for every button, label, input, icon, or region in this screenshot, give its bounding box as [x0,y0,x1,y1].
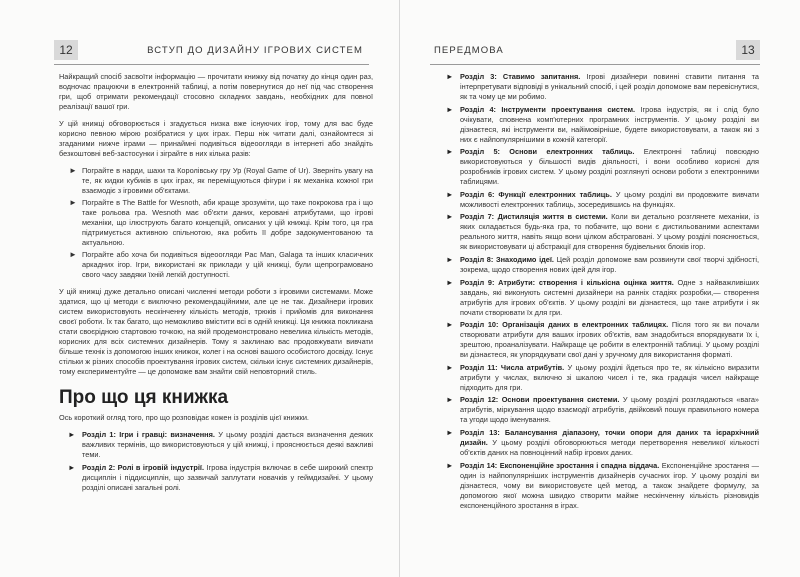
section-intro: Ось короткий огляд того, про що розповідає кожен із розділів цієї книжки. [59,413,309,422]
bullet-arrow-icon: ► [446,362,454,372]
chapter-text: Одне з найважливіших завдань, які виконують системні дизайнери на ранніх стадіях розробки,— створення атрибутів для ігрових об'єктів. У цьому розділі ви дізнаєтеся, що таке атрибути і як почати створювати їх для гри. [460,277,760,317]
chapter-title: Розділ 6: Функції електронних таблиць. [460,189,612,199]
chapter-item [437,72,759,102]
chapter-title: Розділ 1: Ігри і гравці: визначення. [82,430,215,439]
bullet-arrow-icon: ► [446,254,454,264]
chapter-title: Розділ 5: Основи електронних таблиць. [460,147,635,157]
bullet-arrow-icon: ► [446,147,454,157]
chapter-title: Розділ 4: Інструменти проектування систем. [460,104,636,114]
bullet-arrow-icon: ► [446,72,454,81]
game-list [59,166,373,280]
paragraph: Найкращий спосіб засвоїти інформацію — прочитати книжку від початку до кінця один раз, водночас працюючи в електронній таблиці, а потім повернутися до неї під час створення гри, щоб отримати рекомендації стосовно складних завдань, необхідних для повної реалізації вашої гри. [59,72,373,111]
bullet-arrow-icon: ► [446,460,454,470]
paragraph: У цій книжці дуже детально описані численні методи роботи з ігровими системами. Може здатися, що ці методи є виключно рекомендаційними, але це не так. Дизайнери ігрових систем використовують нескінченну кількість методів, трюків і прийомів для виконання своєї роботи. Їх так багато, що неможливо вмістити всі в одній книжці. Ця книжка покликана стати своєрідною стартовою точкою, на якій продемонстровано невелика кількість методів, корисних для всіх системних дизайнерів. Тому я заклинаю вас продовжувати вивчати більше технік із допомогою інших книжок, колег і на основі вашого особистого досвіду. Існує стільки ж різних способів проектування ігрових систем, скільки існує системних дизайнерів, тому експериментуйте — це допоможе вам знайти свій неповторний стиль. [59,287,373,376]
bullet-arrow-icon: ► [446,189,454,199]
chapter-title: Розділ 8: Знаходимо ідеї. [460,254,554,264]
chapter-title: Розділ 12: Основи проектування системи. [460,395,620,405]
chapter-list [59,430,373,493]
chapter-text: Експоненційне зростання — один із найпопулярніших інструментів дизайнерів сучасних ігор. У цьому розділі ви дізнаєтеся, чому ви використовуєте цей метод, а також знайдете формулу, за допомогою якої можна швидко створити майже нескінченну кількість різновидів експоненційного зростання в іграх. [460,460,759,510]
list-item: ► Пограйте або хоча би подивіться відеоогляди Pac Man, Galaga та інших класичних аркадних ігор. Ігри, використані як приклади у цій книжці, були щепрограмовано свого часу завдяки їхній легкій доступності. [69,250,373,279]
bullet-arrow-icon: ► [69,198,77,207]
chapter-item [437,363,759,393]
chapter-item [437,278,759,318]
chapter-title: Розділ 3: Ставимо запитання. [460,72,581,81]
chapter-title: Розділ 9: Атрибути: створення і кількісна оцінка життя. [460,277,674,287]
right-page [400,0,800,577]
chapter-title: Розділ 13: Балансування діапазону, точки опори для даних та ієрархічний дизайн. [460,427,759,447]
bullet-arrow-icon: ► [446,212,454,222]
chapter-item [437,461,759,511]
chapter-text: Ігрова індустрія, як і слід було очікувати, сповнена комп'ютерних програмних інструментів. У цьому розділі ви дізнаєтеся, які інструменти ви, найімовірніше, будете використовувати, а також які з них є найпопулярнішими в кожній категорії. [460,104,759,144]
chapter-item [437,190,759,210]
chapter-text: У цьому розділі обговорюються методи перетворення невеликої кількості об'єктів даних на повноцінний набір ігрових даних. [460,437,759,457]
chapter-item [437,255,759,275]
chapter-text: У цьому розділі розглядаються «вага» атрибутів, міркування щодо взаємодії атрибутів, двійковий пошук правильного номера та угоди щодо іменування. [460,395,759,425]
running-head: ПЕРЕДМОВА [434,44,504,56]
chapter-item [437,147,759,187]
chapter-text: У цьому розділі ви продовжите вивчати можливості електронних таблиць, зосередившись на функціях. [460,189,759,209]
chapter-item [59,430,373,460]
bullet-arrow-icon: ► [446,104,454,114]
chapter-item [437,105,759,145]
chapter-text: У цьому розділі йдеться про те, як кількісно виразити атрибути у числах, включно зі шкалою чисел і те, яка градація чисел найкраще підходить для гри. [460,362,759,392]
chapter-title: Розділ 10: Організація даних в електронних таблицях. [460,320,669,330]
bullet-arrow-icon: ► [69,250,77,259]
bullet-arrow-icon: ► [446,320,454,330]
list-item: ► Пограйте в нарди, шахи та Королівську гру Ур (Royal Game of Ur). Зверніть увагу на те, як кидки кубиків в цих іграх, як переміщуються фігури і як механіка кожної гри взаємодіє з ігровими об'єктами. [69,166,373,195]
chapter-text: Ігрові дизайнери повинні ставити питання та інтерпретувати відповіді в унікальний спосіб, і цей розділ допоможе вам перевіснутися, як та чому це ми робимо. [460,72,760,101]
section-title: Про що ця книжка [59,387,229,408]
page-number: 12 [54,40,78,60]
chapter-item [437,212,759,252]
chapter-list [437,72,759,511]
bullet-arrow-icon: ► [68,463,76,472]
chapter-text: Ігрова індустрія включає в себе широкий спектр дисциплін і піддисциплін, що зазвичай заплутати новачків у геймдизайні. У цьому розділі описані загальні ролі. [82,463,373,492]
chapter-item [59,463,373,493]
chapter-title: Розділ 2: Ролі в ігровій індустрії. [82,463,205,472]
bullet-arrow-icon: ► [446,277,454,287]
bullet-arrow-icon: ► [446,427,454,437]
chapter-title: Розділ 14: Експоненційне зростання і спадна віддача. [460,460,660,470]
bullet-arrow-icon: ► [446,395,454,405]
bullet-arrow-icon: ► [69,166,77,175]
chapter-text: Цей розділ допоможе вам розвинути свої творчі здібності, зокрема, щодо створення нових ідей для ігор. [460,254,760,274]
right-page-header [430,36,760,65]
chapter-title: Розділ 11: Числа атрибутів. [460,362,565,372]
left-page-body [59,72,373,496]
running-head: ВСТУП ДО ДИЗАЙНУ ІГРОВИХ СИСТЕМ [147,44,363,56]
chapter-item [437,320,759,360]
right-page-body [437,72,759,513]
paragraph: У цій книжці обговорюється і згадується низка вже існуючих ігор, тому для вас буде корисно певною мірою розібратися у цих іграх. Перш ніж читати далі, ознайомтеся зі згаданими нижче іграми — принаймні подивіться відеоогляди в інтернеті або знайдіть безкоштовні веб-застосунки і зіграйте в них кілька разів: [59,119,373,158]
chapter-item [437,428,759,458]
left-page-header [54,36,369,65]
chapter-text: У цьому розділі дається визначення деяких важливих термінів, що використовуються у цій книжці, і прояснюється деякі важливі теми. [82,430,373,459]
list-item: ► Пограйте в The Battle for Wesnoth, аби краще зрозуміти, що таке покрокова гра і що таке рольова гра. Wesnoth має об'єкти даних, керовані атрибутами, що ігрові механіки, що ілюструють багато концепцій, описаних у цій книжці. Крім того, ця гра підтримується активною спільнотою, яка робить її добре задокументованою та актуальною. [69,198,373,247]
bullet-arrow-icon: ► [68,430,76,439]
chapter-item [437,395,759,425]
chapter-text: Після того як ви почали створювати атрибути для ваших ігрових об'єктів, вам знадобиться впорядкувати їх і, зрештою, проаналізувати. Найкраще це робити в електронній таблиці. У цьому розділі ви дізнаєтеся, як упорядкувати свої дані у зручному для використання форматі. [460,320,760,360]
chapter-text: Коли ви детально розглянете механіки, із яких складається будь-яка гра, то побачите, що вони є дистильованими аспектами реального життя, навіть якщо вони цілком абстраговані. У цьому розділі пояснюється, як використовувати ці абстракції для створення будівельних блоків ігор. [460,212,759,252]
page-number: 13 [736,40,760,60]
chapter-title: Розділ 7: Дистиляція життя в системи. [460,212,608,222]
chapter-text: Електронні таблиці повсюдно використовуються у більшості видів діяльності, і вони особливо корисні для розробників ігрових систем. У цьому розділі розглянуті основи роботи з електронними таблицями. [460,147,760,187]
